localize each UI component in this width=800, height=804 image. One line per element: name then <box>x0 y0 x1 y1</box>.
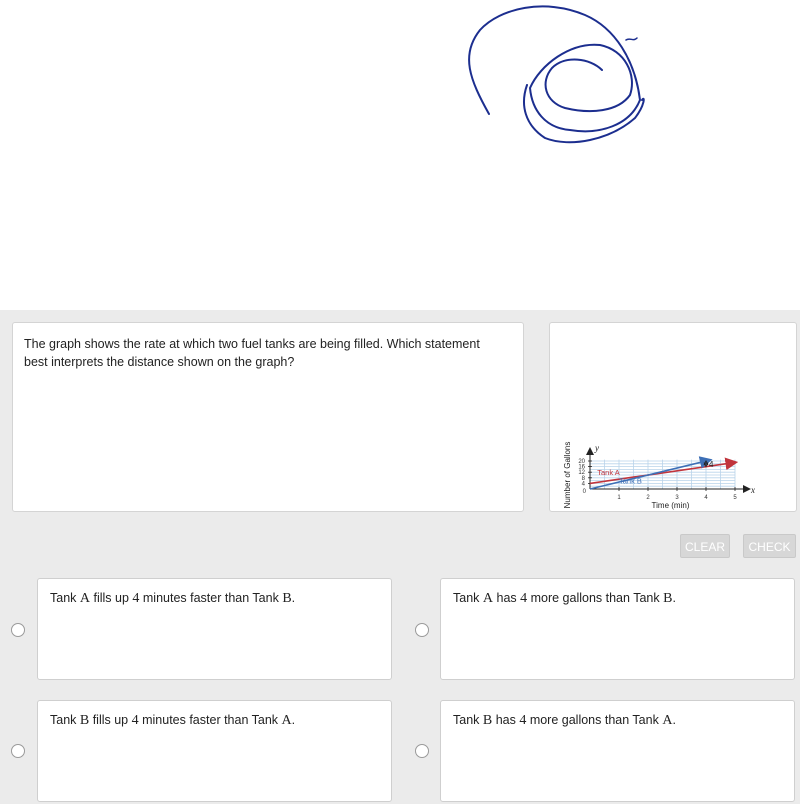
clear-button[interactable]: CLEAR <box>680 534 730 558</box>
option-variable: A <box>79 591 91 606</box>
scribble-stroke <box>469 6 640 131</box>
option-text-part: . <box>672 591 676 605</box>
check-button[interactable]: CHECK <box>743 534 796 558</box>
option-variable: B <box>79 713 90 728</box>
x-axis-label: Time (min) <box>651 501 690 510</box>
option-text-part: Tank <box>50 713 80 727</box>
option-number: 4 <box>520 591 528 606</box>
option-text-part: Tank <box>453 713 483 727</box>
option-text-part: . <box>672 713 676 727</box>
question-text: The graph shows the rate at which two fuel tanks are being filled. Which statement best interprets the distance shown on the graph? <box>24 337 480 369</box>
series-label-tank-a: Tank A <box>597 468 620 478</box>
y-tick-label: 4 <box>581 481 585 488</box>
x-tick-label: 3 <box>675 495 679 501</box>
option-d-radio[interactable] <box>415 744 429 758</box>
fuel-tank-chart <box>550 323 796 511</box>
option-text-part: . <box>291 713 296 727</box>
x-tick-label: 2 <box>646 495 650 501</box>
option-d-text <box>453 713 676 729</box>
option-b-radio[interactable] <box>415 623 429 637</box>
option-number: 4 <box>131 713 139 728</box>
option-d-card[interactable] <box>440 700 795 802</box>
scribble-drawing <box>0 0 800 310</box>
option-c-card[interactable] <box>37 700 392 802</box>
question-panel <box>0 310 800 804</box>
option-text-part: more gallons than Tank <box>527 591 664 605</box>
option-number: 4 <box>519 713 527 728</box>
option-variable: A <box>662 713 673 728</box>
option-b-text <box>453 591 676 607</box>
y-tick-label: 12 <box>578 470 585 477</box>
option-a-radio[interactable] <box>11 623 25 637</box>
x-axis-letter: x <box>751 485 755 495</box>
y-axis-label: Number of Gallons <box>563 441 572 509</box>
y-tick-label: 8 <box>581 475 585 482</box>
option-c-radio[interactable] <box>11 744 25 758</box>
option-text-part: Tank <box>453 591 483 605</box>
series-label-tank-b: Tank B <box>619 476 642 486</box>
annotation-label: 4 <box>709 459 714 469</box>
origin-label: 0 <box>582 489 586 495</box>
option-variable: B <box>482 713 493 728</box>
option-number: 4 <box>132 591 140 606</box>
option-text-part: . <box>291 591 296 605</box>
y-tick-label: 20 <box>578 459 585 465</box>
x-tick-label: 4 <box>704 495 708 501</box>
option-text-part: has <box>492 713 520 727</box>
scribble-stroke <box>626 38 637 40</box>
option-b-card[interactable] <box>440 578 795 680</box>
option-a-text <box>50 591 295 607</box>
option-variable: B <box>663 591 673 606</box>
y-axis-letter: y <box>595 443 599 453</box>
option-text-part: minutes faster than Tank <box>138 713 282 727</box>
option-text-part: minutes faster than Tank <box>139 591 283 605</box>
option-variable: A <box>482 591 494 606</box>
option-text-part: has <box>493 591 521 605</box>
option-text-part: fills up <box>90 591 133 605</box>
x-tick-label: 1 <box>617 495 621 501</box>
option-variable: A <box>281 713 292 728</box>
option-c-text <box>50 713 295 729</box>
question-card <box>12 322 524 512</box>
option-text-part: fills up <box>89 713 132 727</box>
option-a-card[interactable] <box>37 578 392 680</box>
option-text-part: Tank <box>50 591 80 605</box>
x-tick-label: 5 <box>733 495 737 501</box>
option-text-part: more gallons than Tank <box>526 713 663 727</box>
option-variable: B <box>282 591 292 606</box>
graph-card <box>549 322 797 512</box>
scribble-stroke <box>524 85 644 142</box>
y-tick-label: 16 <box>578 464 585 471</box>
